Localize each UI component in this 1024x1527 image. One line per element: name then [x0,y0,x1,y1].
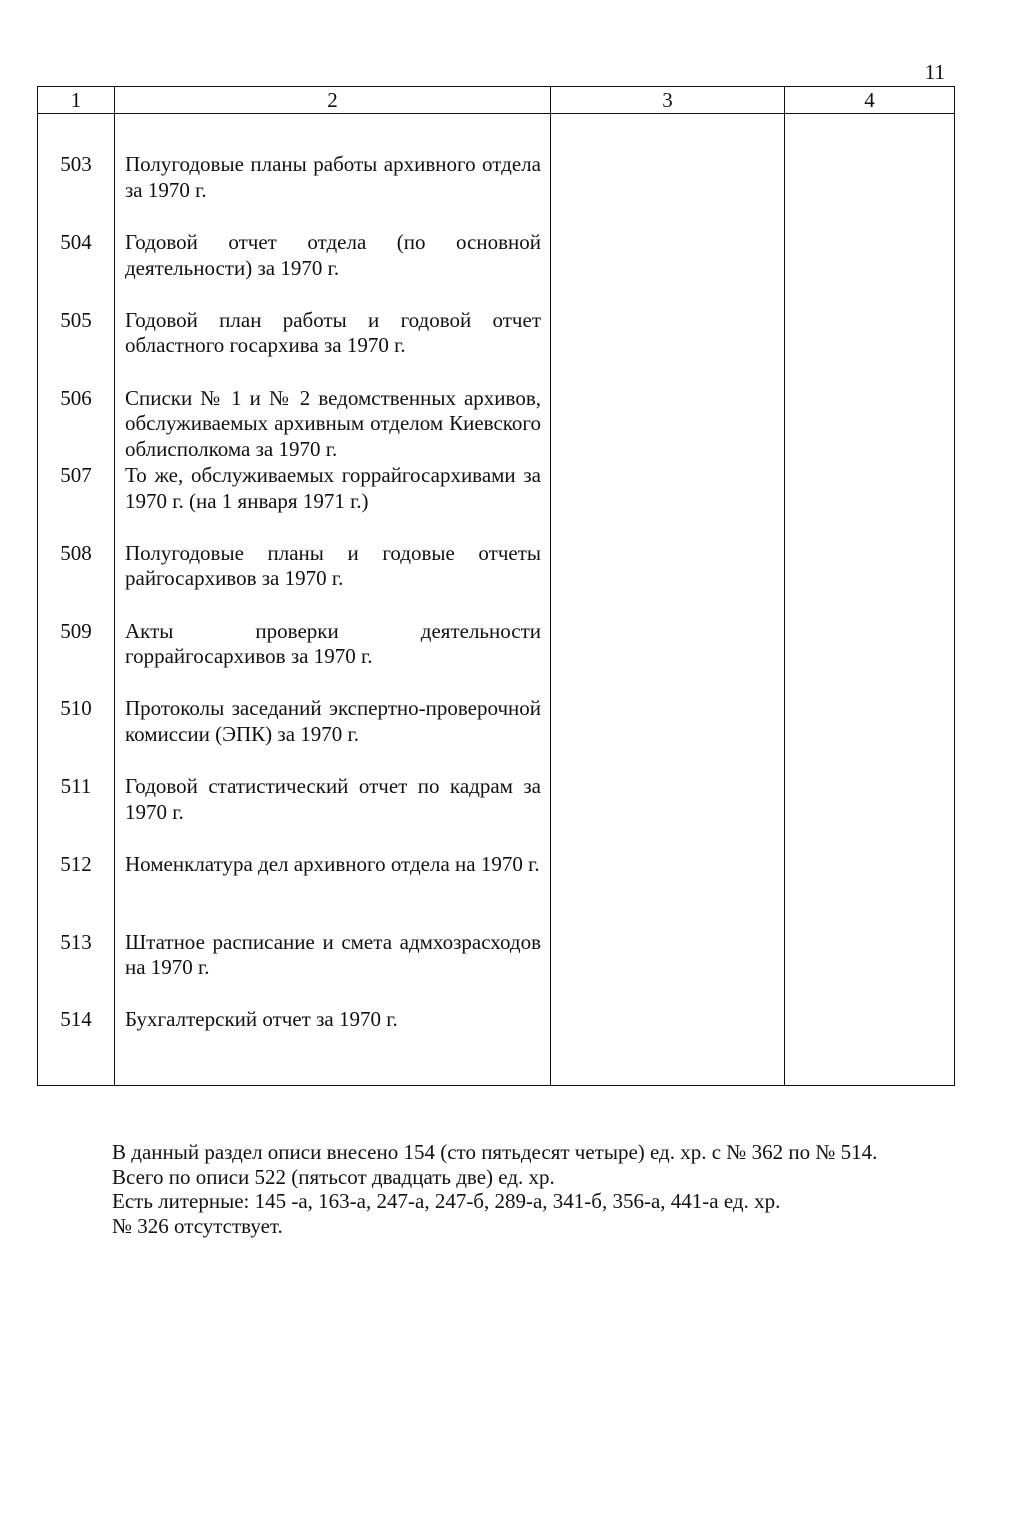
table-row [38,152,955,230]
inventory-table [37,86,955,1086]
item-col4 [785,308,955,386]
item-col3 [551,852,785,930]
item-number: 506 [60,385,92,410]
note-line: В данный раздел описи внесено 154 (сто пятьдесят четыре) ед. хр. с № 362 по № 514. [112,1140,878,1164]
item-col3 [551,930,785,1008]
column-header-4: 4 [785,87,955,114]
item-col4 [785,619,955,697]
item-col3 [551,774,785,852]
table-row [38,463,955,541]
item-col3 [551,541,785,619]
item-number: 503 [60,152,92,177]
table-row [38,930,955,1008]
note-line: Всего по описи 522 (пятьсот двадцать две) ед. хр. [112,1164,555,1189]
item-title: То же, обслуживаемых горрайгосархивами за 1970 г. (на 1 января 1971 г.) [125,463,541,513]
table-row [38,308,955,386]
item-col4 [785,852,955,930]
item-title: Акты проверки деятельности горрайгосархивов за 1970 г. [125,618,541,669]
item-col3 [551,308,785,386]
item-title: Годовой статистический отчет по кадрам за 1970 г. [125,774,541,824]
table-row [38,1007,955,1085]
item-number: 510 [60,696,92,721]
item-number: 513 [60,929,92,954]
closing-notes [112,1140,972,1238]
item-col3 [551,1007,785,1085]
table-row [38,852,955,930]
item-number: 507 [60,463,92,488]
item-number: 505 [60,307,92,332]
item-title: Годовой план работы и годовой отчет областного госархива за 1970 г. [125,307,541,358]
item-col4 [785,930,955,1008]
item-title: Бухгалтерский отчет за 1970 г. [125,1007,398,1032]
page-number: 11 [924,60,945,84]
column-header-2: 2 [115,87,551,114]
table-header-row [38,87,955,114]
item-title: Годовой отчет отдела (по основной деятельности) за 1970 г. [125,230,541,280]
table-row [38,774,955,852]
table-row [38,230,955,308]
item-col3 [551,152,785,230]
column-header-3: 3 [551,87,785,114]
note-line: № 326 отсутствует. [112,1213,283,1238]
table-spacer-row [38,114,955,153]
item-col3 [551,696,785,774]
item-number: 511 [60,774,92,799]
item-col4 [785,230,955,308]
item-title: Штатное расписание и смета адмхозрасходов на 1970 г. [125,929,541,980]
item-col3 [551,230,785,308]
item-number: 504 [60,230,92,255]
item-col4 [785,774,955,852]
table-row [38,619,955,697]
item-col3 [551,463,785,541]
item-number: 512 [60,851,92,876]
item-col4 [785,463,955,541]
item-col4 [785,152,955,230]
item-col4 [785,541,955,619]
item-title: Номенклатура дел архивного отдела на 1970 г. [125,851,540,876]
column-header-1: 1 [38,87,115,114]
item-title: Полугодовые планы работы архивного отдела за 1970 г. [125,152,541,202]
item-col3 [551,619,785,697]
table-row [38,696,955,774]
item-title: Полугодовые планы и годовые отчеты райгосархивов за 1970 г. [125,540,541,591]
note-line: Есть литерные: 145 -а, 163-а, 247-а, 247-б, 289-а, 341-б, 356-а, 441-а ед. хр. [112,1189,781,1213]
item-title: Протоколы заседаний экспертно-проверочной комиссии (ЭПК) за 1970 г. [125,696,541,746]
table-row [38,386,955,464]
item-number: 508 [60,540,92,565]
item-col4 [785,696,955,774]
item-title: Списки № 1 и № 2 ведомственных архивов, обслуживаемых архивным отделом Киевского облисполкома за 1970 г. [125,385,541,461]
item-col3 [551,386,785,464]
item-number: 509 [60,618,92,643]
table-row [38,541,955,619]
item-col4 [785,386,955,464]
item-col4 [785,1007,955,1085]
item-number: 514 [60,1007,92,1032]
